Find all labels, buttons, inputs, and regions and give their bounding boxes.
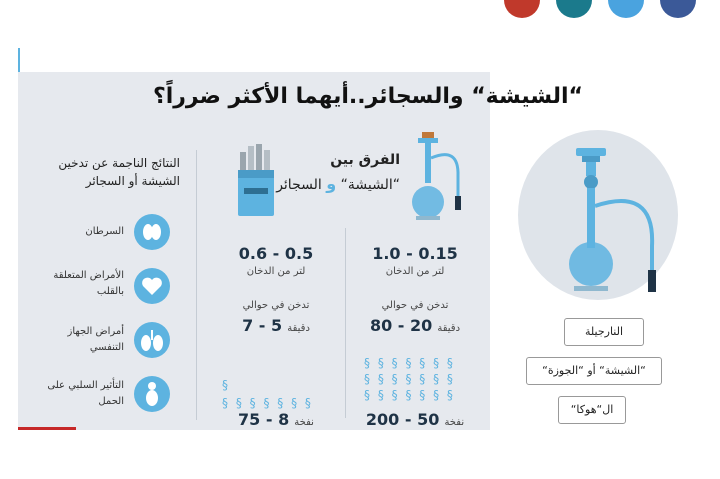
kidney-icon <box>134 214 170 250</box>
social-share-red-icon[interactable] <box>504 0 540 18</box>
name-box-nargila: النارجيلة <box>564 318 644 346</box>
hookah-puffs-unit: نفخة <box>444 417 465 428</box>
pregnant-icon <box>134 376 170 412</box>
cig-puff-waves: § <box>222 378 230 392</box>
effect-label-pregnancy <box>30 378 124 410</box>
hookah-puffs-value: 50 - 200 <box>365 410 440 429</box>
column-divider <box>345 228 346 418</box>
hookah-duration <box>360 316 470 335</box>
cig-duration-value: 5 - 7 <box>242 316 283 335</box>
effect-label-cancer: السرطان <box>85 226 124 237</box>
effect-label-respiratory <box>40 324 124 356</box>
name-box-shisha: “الشيشة“ أو “الجوزة“ <box>526 357 662 385</box>
effects-header-line1: النتائج الناجمة عن تدخين <box>58 156 180 170</box>
social-share-facebook-icon[interactable] <box>660 0 696 18</box>
effect-respiratory-line2: التنفسي <box>89 342 124 353</box>
effect-respiratory-line1: أمراض الجهاز <box>67 326 124 337</box>
cig-puffs-unit: نفخة <box>294 417 314 428</box>
compare-and-word: و <box>326 174 337 193</box>
effect-pregnancy-line2: الحمل <box>98 396 124 407</box>
name-box-hooka: ال“هوكا“ <box>558 396 626 424</box>
cig-duration-unit: دقيقة <box>287 323 310 334</box>
hookah-small-icon <box>404 128 476 228</box>
hookah-puff-waves: § § § § § § § <box>364 372 455 386</box>
hookah-large-icon <box>560 146 670 310</box>
cig-duration <box>226 316 326 335</box>
cig-smoke-unit: لتر من الدخان <box>246 266 306 277</box>
hookah-puff-waves: § § § § § § § <box>364 356 455 370</box>
compare-hookah-word: “الشيشة“ <box>340 177 400 193</box>
effect-pregnancy-line1: التأثير السلبي على <box>47 380 124 391</box>
effects-header <box>30 154 180 190</box>
compare-cig-word: السجائر <box>276 177 322 193</box>
effect-heart-line2: بالقلب <box>96 286 124 297</box>
lungs-icon <box>134 322 170 358</box>
compare-header <box>276 148 400 197</box>
effect-heart-line1: الأمراض المتعلقة <box>53 270 124 281</box>
cig-puffs <box>226 410 326 429</box>
hookah-duration-intro: تدخن في حوالي <box>381 300 449 311</box>
heart-icon <box>134 268 170 304</box>
hookah-smoke-unit: لتر من الدخان <box>385 266 445 277</box>
cig-puff-waves: § § § § § § § <box>222 396 313 410</box>
bottom-red-accent <box>18 427 76 430</box>
hookah-duration-unit: دقيقة <box>437 323 461 334</box>
compare-header-line2 <box>276 172 400 197</box>
hookah-smoke-volume: 0.15 - 1.0 <box>372 244 458 263</box>
effect-label-heart <box>36 268 124 300</box>
effects-header-line2: الشيشة أو السجائر <box>85 174 180 188</box>
cig-duration-intro: تدخن في حوالي <box>242 300 310 311</box>
cig-smoke-volume: 0.5 - 0.6 <box>238 244 314 263</box>
hookah-duration-value: 20 - 80 <box>369 316 433 335</box>
column-divider <box>196 150 197 420</box>
hookah-puffs <box>360 410 470 429</box>
cigarette-pack-icon <box>226 140 282 222</box>
cig-puffs-value: 8 - 75 <box>238 410 290 429</box>
compare-header-line1: الفرق بين <box>330 152 400 168</box>
social-share-twitter-icon[interactable] <box>608 0 644 18</box>
social-share-teal-icon[interactable] <box>556 0 592 18</box>
infographic-title: “الشيشة“ والسجائر..أيهما الأكثر ضرراً؟ <box>152 84 584 109</box>
hookah-puff-waves: § § § § § § § <box>364 388 455 402</box>
